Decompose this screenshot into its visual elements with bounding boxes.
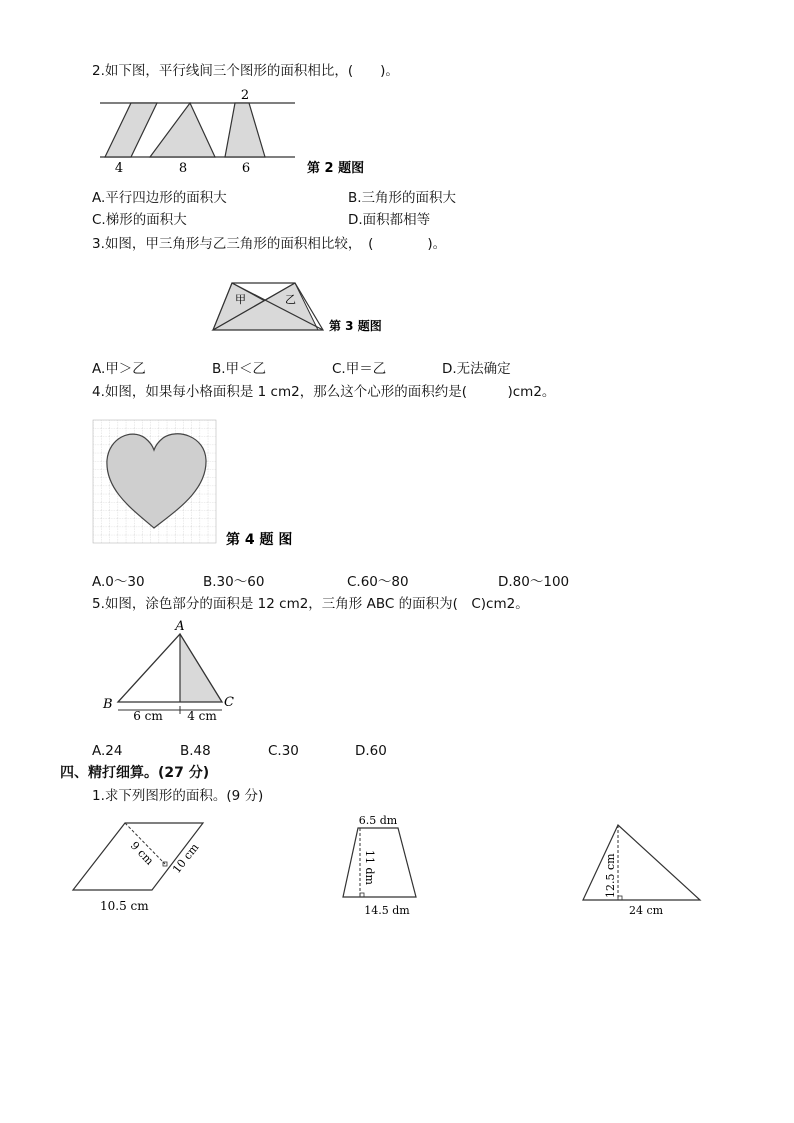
q5-label-right: 4 cm: [187, 709, 217, 723]
q4-option-a: A.0～30: [92, 574, 145, 590]
q2-option-d: D.面积都相等: [348, 212, 431, 228]
q3-caption: 第 3 题图: [329, 319, 382, 333]
q3-figure: [205, 278, 405, 338]
q3-option-a: A.甲＞乙: [92, 361, 146, 377]
q2-stem: 2.如下图，平行线间三个图形的面积相比，( )。: [92, 63, 399, 79]
trapezoid-shape: [343, 828, 416, 897]
q5-stem: 5.如图，涂色部分的面积是 12 cm2，三角形 ABC 的面积为( C)cm2。: [92, 596, 529, 612]
q2-label-8: 8: [178, 161, 188, 176]
parallelogram-side: 10 cm: [170, 840, 202, 876]
q2-option-c: C.梯形的面积大: [92, 212, 187, 228]
q3-option-c: C.甲＝乙: [332, 361, 387, 377]
q2-label-6: 6: [241, 161, 251, 176]
q2-option-a: A.平行四边形的面积大: [92, 190, 227, 206]
q4-stem: 4.如图，如果每小格面积是 1 cm2，那么这个心形的面积约是( )cm2。: [92, 384, 556, 400]
parallelogram-height: 9 cm: [127, 839, 157, 868]
section4-heading: 四、精打细算。(27 分): [60, 765, 210, 781]
triangle-height: 12.5 cm: [604, 853, 617, 898]
trapezoid-figure: [338, 812, 428, 922]
q4-option-d: D.80～100: [498, 574, 570, 590]
q4-option-c: C.60～80: [347, 574, 409, 590]
q5-label-left: 6 cm: [133, 709, 163, 723]
q4-figure: [93, 420, 313, 548]
q5-option-b: B.48: [180, 743, 211, 759]
section4-q1-stem: 1.求下列图形的面积。(9 分): [92, 788, 264, 804]
parallelogram-base: 10.5 cm: [100, 899, 149, 913]
q5-label-a: A: [175, 619, 185, 634]
q3-option-d: D.无法确定: [442, 361, 511, 377]
q2-top-label: 2: [240, 88, 250, 103]
trapezoid-height: 11 dm: [363, 850, 376, 885]
q3-stem: 3.如图，甲三角形与乙三角形的面积相比较， ( )。: [92, 236, 447, 252]
q2-triangle: [150, 103, 215, 157]
q2-option-b: B.三角形的面积大: [348, 190, 457, 206]
q4-option-b: B.30～60: [203, 574, 265, 590]
q2-figure: [95, 86, 385, 178]
q5-option-d: D.60: [355, 743, 387, 759]
triangle-figure: [578, 820, 708, 918]
q2-label-4: 4: [114, 161, 124, 176]
trapezoid-top: 6.5 dm: [358, 814, 398, 827]
q5-label-c: C: [224, 695, 234, 710]
q3-option-b: B.甲＜乙: [212, 361, 267, 377]
q2-trapezoid: [225, 103, 265, 157]
q5-figure: [100, 618, 250, 730]
q3-label-yi: 乙: [285, 293, 296, 306]
parallelogram-figure: [70, 818, 210, 918]
q2-parallelogram: [105, 103, 157, 157]
triangle-shape: [583, 825, 700, 900]
q5-option-a: A.24: [92, 743, 123, 759]
q2-caption: 第 2 题图: [307, 161, 365, 176]
q4-caption: 第 4 题 图: [226, 532, 293, 548]
q3-label-jia: 甲: [235, 293, 246, 306]
trapezoid-bottom: 14.5 dm: [364, 904, 410, 917]
q5-label-b: B: [103, 697, 113, 712]
q5-option-c: C.30: [268, 743, 299, 759]
triangle-base: 24 cm: [628, 904, 664, 917]
